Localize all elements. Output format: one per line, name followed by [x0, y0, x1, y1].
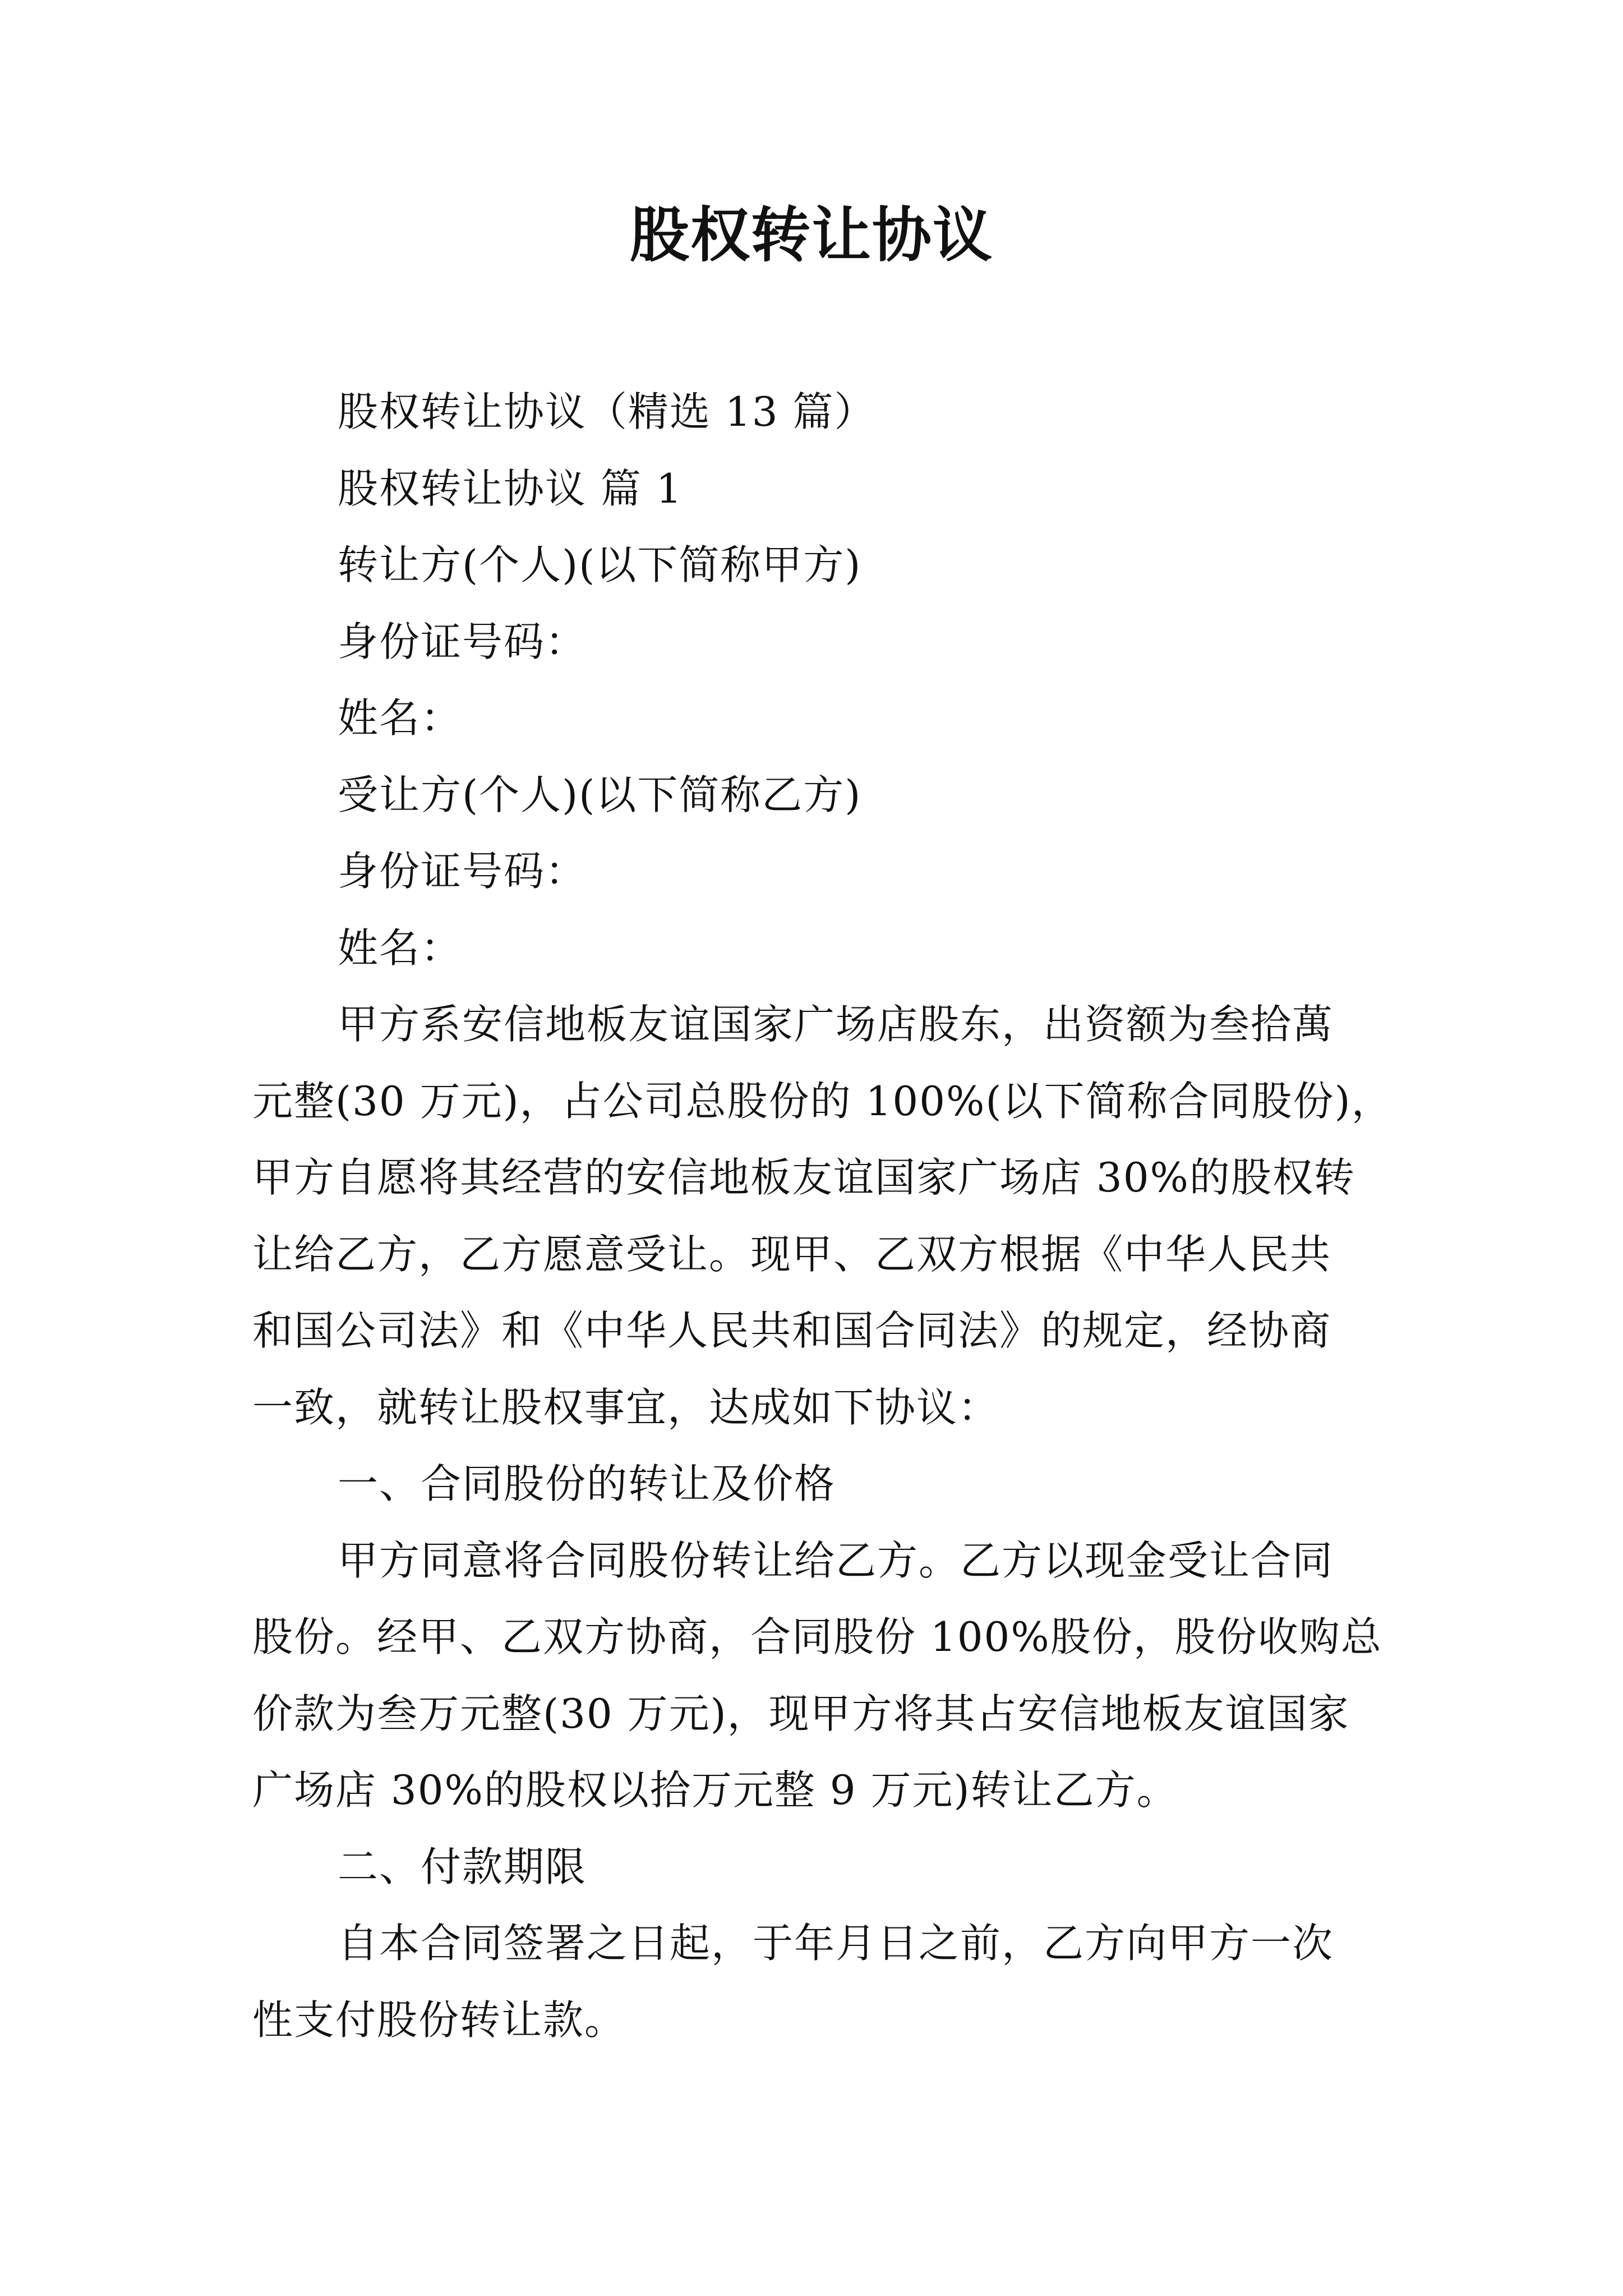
text-line: 一致，就转让股权事宜，达成如下协议：: [252, 1383, 1000, 1431]
text-line: 姓名：: [338, 694, 463, 742]
text-line: 身份证号码：: [338, 618, 587, 665]
text-line: 甲方系安信地板友谊国家广场店股东，出资额为叁拾萬: [338, 1001, 1334, 1048]
text-line: 甲方同意将合同股份转让给乙方。乙方以现金受让合同: [338, 1536, 1334, 1584]
text-line: 价款为叁万元整(30 万元)，现甲方将其占安信地板友谊国家: [252, 1690, 1350, 1737]
text-line: 让给乙方，乙方愿意受让。现甲、乙双方根据《中华人民共: [252, 1230, 1332, 1278]
document-body: [252, 374, 1393, 2058]
text-line: 姓名：: [338, 924, 463, 972]
text-line: 元整(30 万元)，占公司总股份的 100%(以下简称合同股份)，: [252, 1077, 1393, 1125]
text-line: 受让方(个人)(以下简称乙方): [338, 771, 862, 818]
text-line: 性支付股份转让款。: [252, 1996, 626, 2044]
text-line: 股权转让协议 篇 1: [338, 464, 683, 512]
text-line: 甲方自愿将其经营的安信地板友谊国家广场店 30%的股权转: [252, 1154, 1355, 1201]
text-line: 股份。经甲、乙双方协商，合同股份 100%股份，股份收购总: [252, 1613, 1382, 1660]
text-line: 自本合同签署之日起，于年月日之前，乙方向甲方一次: [338, 1920, 1334, 1967]
text-line: 和国公司法》和《中华人民共和国合同法》的规定，经协商: [252, 1307, 1332, 1354]
text-line: 转让方(个人)(以下简称甲方): [338, 541, 862, 588]
text-line: 股权转让协议（精选 13 篇）: [338, 388, 876, 435]
text-line: 广场店 30%的股权以拾万元整 9 万元)转让乙方。: [252, 1766, 1178, 1814]
document-title: 股权转让协议: [630, 201, 993, 270]
section-heading: 一、合同股份的转让及价格: [338, 1460, 836, 1507]
text-line: 身份证号码：: [338, 848, 587, 895]
section-heading: 二、付款期限: [338, 1843, 587, 1890]
